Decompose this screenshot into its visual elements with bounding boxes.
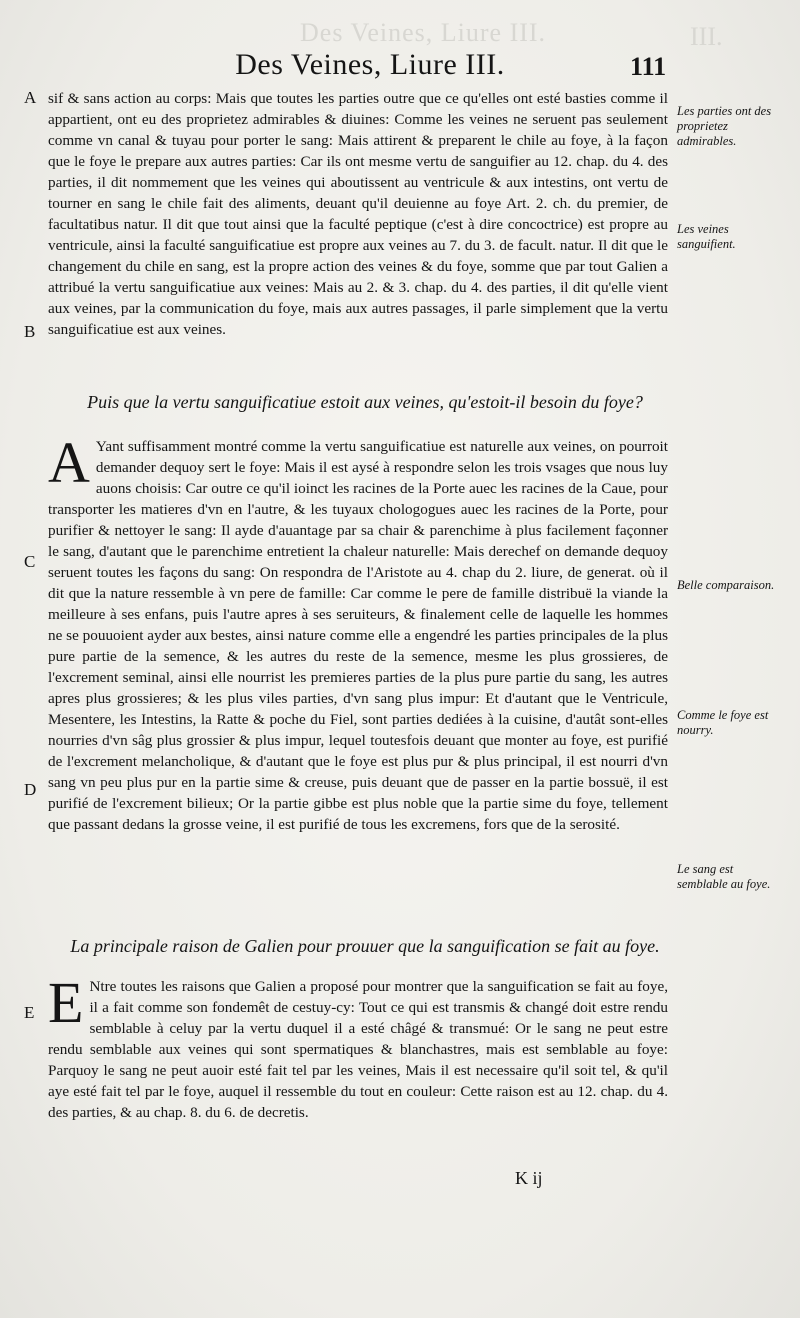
running-title: Des Veines, Liure III.: [235, 48, 505, 81]
marginal-letter-d: D: [24, 780, 37, 799]
paragraph-3: [48, 970, 668, 1156]
margin-note-nourry: Comme le foye est nourry.: [677, 708, 769, 737]
paragraph-2: [48, 430, 668, 916]
marginal-letter-e: E: [24, 1003, 35, 1022]
dropcap-a: A: [48, 430, 90, 495]
dropcap-e: E: [48, 970, 84, 1035]
margin-note-sanguifient: Les veines sanguifient.: [677, 222, 736, 251]
margin-note-proprietez: Les parties ont des proprietez admirables.: [677, 104, 772, 148]
section-heading-1: Puis que la vertu sanguificatiue estoit aux veines, qu'estoit-il besoin du foye?: [87, 392, 643, 412]
paragraph-2-text: Yant suffisamment montré comme la vertu sanguificatiue est naturelle aux veines, on pourroit demander dequoy sert le foye: Mais il est aysé à respondre selon les trois vsages que nous luy auons choisis: Car outre ce qu'il ioinct les racines de la Porte auec les racines de la Caue, pour transporter les matieres d'vn en l'autre, & les tuyaux chologogues auec les racines de la Porte, pour purifier & nettoyer le sang: Il ayde d'auantage par sa chair & parenchime à plus facilement façonner le sang, d'autant que le parenchime entretient la chaleur naturelle: Mais derechef on demande dequoy seruent toutes les façons du sang: On respondra de l'Aristote au 4. chap du 2. liure, de generat. où il dit que la nature ressemble à vn pere de famille: Car comme le pere de famille distribuë la viande la meilleure à ses enfans, puis l'autre apres à ses seruiteurs, & finalement celle de laquelle les hommes ne se pouuoient ayder aux bestes, ainsi nature comme elle a engendré les parties principales de la plus pure partie de la semence, & les autres du reste de la semence, mesme les plus grossieres, de l'excrement seminal, ainsi elle nourrist les premieres parties de la plus pure partie du sang, les autres apres plus grossieres; & les plus viles parties, d'vn sang plus impur: Et d'autant que le Ventricule, Mesentere, les Intestins, la Ratte & poche du Fiel, sont parties dediées à la cuisine, d'autât sont-elles nourries d'vn sâg plus grossier & plus impur, lequel toutesfois deuant que monter au foye, est purifié de l'excrement melancholique, & d'autant que le foye est plus pur & plus principal, il est nourri d'vn sang vn peu plus pur en la partie sime & creuse, puis deuant que de passer en la partie bossuë, il est purifié de l'excrement bilieux; Or la partie gibbe est plus noble que la partie sime du foye, tellement que passant dedans la grosse veine, il est purifié de tous les excremens, fors que de la serosité.: [48, 438, 668, 833]
marginal-letter-b: B: [24, 322, 36, 341]
section-heading-2: La principale raison de Galien pour prouuer que la sanguification se fait au foye.: [70, 936, 660, 956]
marginal-letter-a: A: [24, 88, 37, 107]
page-number: 111: [630, 52, 667, 81]
margin-note-sang-semblable: Le sang est semblable au foye.: [677, 862, 771, 891]
bleed-through-number: III.: [690, 22, 723, 51]
paragraph-1: [48, 88, 668, 378]
paragraph-1-text: sif & sans action au corps: Mais que toutes les parties outre que ce qu'elles ont esté basties comme il appartient, ont eu des proprietez admirables & diuines: Comme les veines ne seruent pas seulement comme vn canal & tuyau pour porter le sang: Mais attirent & preparent le chile au foye, à la façon que le foye le prepare aux autres parties: Car ils ont mesme vertu de sanguifier au 12. chap. du 4. des parties, il dit nommement que les veines qui aboutissent au ventricule & aux intestins, ont vertu de tourner en sang le chile fait des aliments, deuant qu'il deuienne au foye Art. 2. ch. du premier, de facultatibus natur. Il dit que tout ainsi que la faculté peptique (c'est à dire concoctrice) est propre au ventricule, ainsi la faculté sanguificatiue est propre aux veines au 7. du 3. de facult. natur. Il dit que le changement du chile en sang, est la propre action des veines & du foye, somme que par tout Galien a attribué la vertu sanguificatiue aux veines: Mais au 2. & 3. chap. du 4. des parties, il dit qu'elle vient aux veines, par la communication du foye, mais aux autres passages, il parle simplement que la vertu sanguificatiue est aux veines.: [48, 90, 668, 338]
margin-note-comparaison: Belle comparaison.: [677, 578, 775, 592]
bleed-through-title: Des Veines, Liure III.: [300, 18, 547, 47]
marginal-letter-c: C: [24, 552, 36, 571]
signature-mark: K ij: [515, 1168, 543, 1188]
paragraph-3-text: Ntre toutes les raisons que Galien a proposé pour montrer que la sanguification se fait au foye, il a fait comme son fondemêt de cestuy-cy: Tout ce qui est transmis & changé doit estre rendu semblable à celuy par la vertu duquel il a esté châgé & transmué: Or le sang ne peut estre rendu semblable aux veines qui sont spermatiques & blanchastres, mais est semblable au foye: Parquoy le sang ne peut auoir esté fait tel par les veines, Mais il est necessaire qu'il soit tel, & qu'il aye esté fait tel par le foye, auquel il ressemble du tout en couleur: Cette raison est au 12. chap. du 4. des parties, & au chap. 8. du 6. de decretis.: [48, 978, 668, 1121]
